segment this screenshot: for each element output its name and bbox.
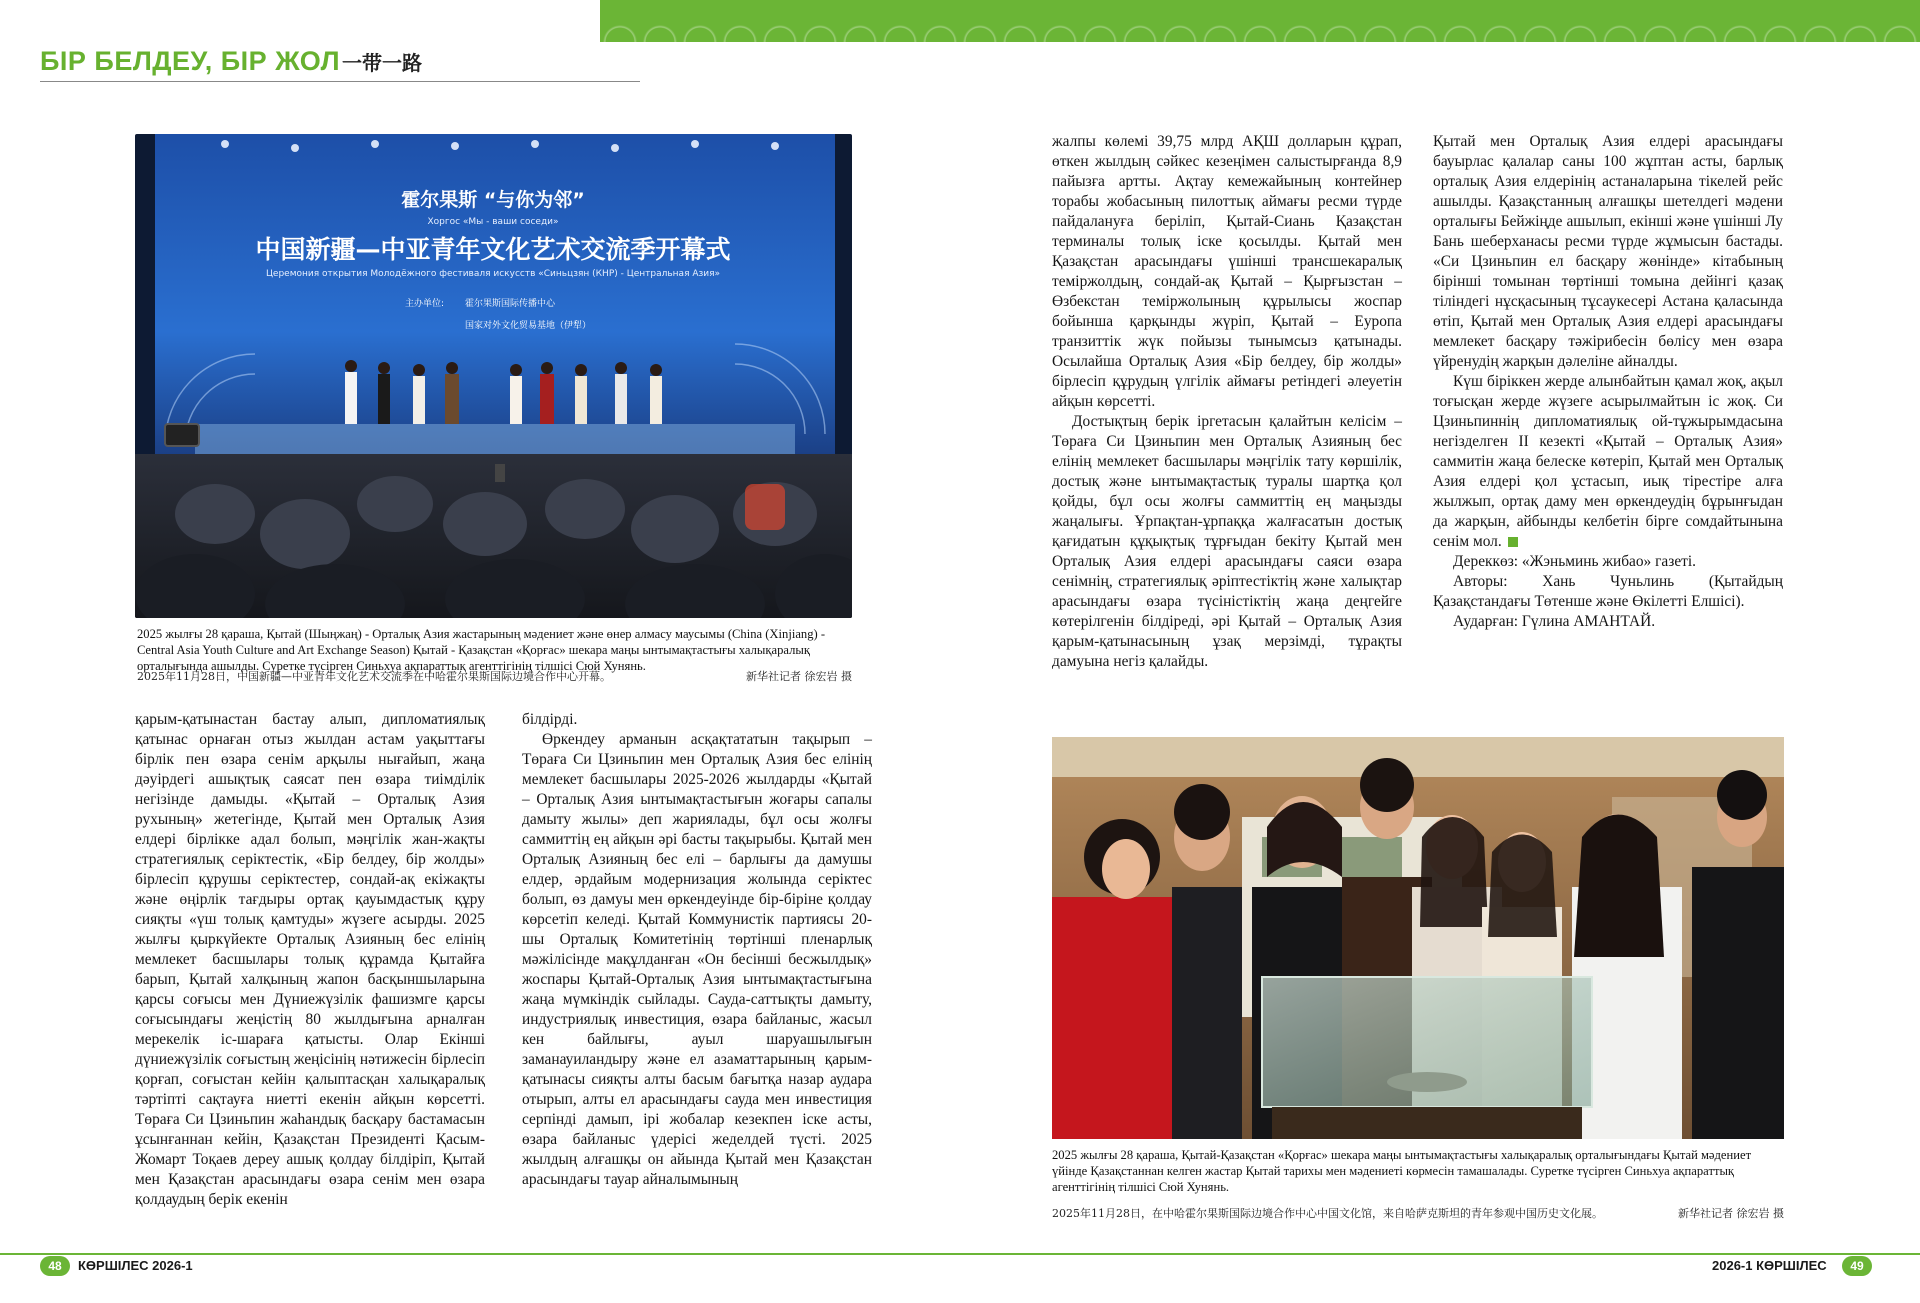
photo1-caption [137, 626, 850, 674]
column-top-middle [1052, 132, 1402, 672]
screen-cn-main: 中国新疆—中亚青年文化艺术交流季开幕式 [255, 235, 731, 264]
photo2-caption-kz: 2025 жылғы 28 қараша, Қытай-Қазақстан «Қорғас» шекара маңы ынтымақтастығы халықаралық орталығындағы Қытай мәдениет үйінде Қазақстаннан келген жастар Қытай тарихы мен мәдениеті көрмесін тамашалады. Суретке түсірген Синьхуа ақпараттық агенттігінің тілшісі Сюй Хунянь. [1052, 1148, 1752, 1194]
page-number-right: 49 [1842, 1256, 1872, 1276]
paragraph: жалпы көлемі 39,75 млрд АҚШ долларын құрап, өткен жылдың сәйкес кезеңімен салыстырғанда 8,9 пайызға артты. Ақтау кемежайының контейнер торабы жобасының пилоттық аймағы ресми түрде пайдалануға беріліп, Қытай-Сиань Қазақстан терминалы толық іске қосылды. Қытай мен Қазақстан арасындағы үшінші трансшекаралық теміржолдың, сондай-ақ Қытай – Қырғызстан – Өзбекстан теміржолының құрылысы жоспар бойынша қарқынды жүріп, Қытай – Еуропа транзиттік жүк пойызы тынымсыз қатынады. Осылайша Орталық Азия «Бір белдеу, бір жолды» бірлесіп құрудың үлгілік аймағы ретіндегі әлеуетін айқын көрсетті. [1052, 133, 1402, 410]
screen-cn-small: 霍尔果斯 “与你为邻” [401, 189, 585, 211]
photo1-caption-cn: 2025年11月28日，中国新疆—中亚青年文化艺术交流季在中哈霍尔果斯国际边境合作中心开幕。 [137, 670, 611, 683]
photo1-caption-kz: 2025 жылғы 28 қараша, Қытай (Шыңжаң) - Орталық Азия жастарының мәдениет және өнер алмасу маусымы (China (Xinjiang) - Central Asia Youth Culture and Art Exchange Season) Қытай - Қазақстан «Қорғас» шекара маңы ынтымақтастығы халықаралық орталығында ашылды. Суретке түсірген Синьхуа ақпараттық агенттігінің тілшісі Сюй Хунянь. [137, 627, 826, 673]
photo2-caption [1052, 1147, 1784, 1195]
header-wave-pattern [600, 0, 1920, 42]
paragraph [1433, 372, 1783, 552]
photo-opening-ceremony [135, 134, 852, 618]
section-heading [40, 40, 422, 82]
column-bottom-middle [522, 710, 872, 1190]
screen-org-label: 主办单位: [405, 299, 445, 309]
paragraph: Достықтың берік іргетасын қалайтын келісім – Төраға Си Цзиньпин мен Орталық Азияның бес елінің мемлекет басшылары мәңгілік тату көршілік, достық және ынтымақтастық туралы шартқа қол қойды, бұл осы жолғы саммиттің ең маңызды жаңалығы. Ұрпақтан-ұрпаққа жалғасатын достық қағидатын құқықтық тұрғыдан бекіту Қытай мен Орталық Азия елдері арасындағы саяси өзара сенімнің, стратегиялық әріптестіктің және халықтар арасындағы өзара түсіністіктің жаңа деңгейге көтерілгенін білдіреді, әрі Қытай – Орталық Азия қарым-қатынасының ұзақ мерзімді, тұрақты дамуына негіз қалайды. [1052, 413, 1402, 670]
translator-credit: Аударған: Гүлина АМАНТАЙ. [1453, 613, 1656, 630]
section-title-cn: 一带一路 [342, 50, 423, 75]
screen-ru-small: Хоргос «Мы - ваши соседи» [427, 217, 559, 227]
footer-rule [0, 1253, 1920, 1255]
footer-magazine-left: КӨРШІЛЕС 2026-1 [78, 1258, 193, 1273]
screen-ru-main: Церемония открытия Молодёжного фестиваля искусств «Синьцзян (КНР) - Центральная Азия» [265, 269, 721, 279]
author-credit: Авторы: Хань Чуньлинь (Қытайдың Қазақстандағы Төтенше және Өкілетті Елшісі). [1433, 573, 1783, 610]
photo1-caption-credit: 新华社记者 徐宏岩 摄 [746, 670, 852, 683]
paragraph: қарым-қатынастан бастау алып, дипломатиялық қатынас орнаған отыз жылдан астам уақыттағы бірлік пен өзара сенім арқылы нығайып, жаңа дәуірдегі ашықтық саясат пен өзара тиімділік негізінде дамыды. «Қытай – Орталық Азия рухының» жетегінде, Қытай мен Орталық Азия елдері бірлікке адал болып, мәңгілік жан-жақты стратегиялық серіктестік, «Бір белдеу, бір жолды» бірлесіп құрушы серіктестер, сондай-ақ екіжақты және өңірлік тағдыры ортақ қауымдастық құру сияқты «үш толық қамтуды» жүзеге асырды. 2025 жылғы қыркүйекте Орталық Азияның бес елінің мемлекет басшылары толық құрамда Қытайға барып, Қытай халқының жапон басқыншыларына қарсы соғысы мен Дүниежүзілік фашизмге қарсы соғысындағы жеңістің 80 жылдығына арналған мерекелік іс-шараға қатысты. Олар Екінші дүниежүзілік соғыстың жеңісінің нәтижесін бірлесіп қорғап, соғыстан кейін қалыптасқан халықаралық тәртіпті сақтауға ниетті екенін айқын көрсетті. Төраға Си Цзиньпин жаһандық басқару бастамасын ұсынғаннан кейін, Қазақстан Президенті Қасым-Жомарт Тоқаев дереу ашық қолдау білдіріп, Қытай мен Қазақстан арасындағы өзара сенім мен өзара қолдаудың берік екенін [135, 711, 485, 1208]
section-title-kz: БІР БЕЛДЕУ, БІР ЖОЛ [40, 45, 341, 76]
photo2-caption-cn: 2025年11月28日，在中哈霍尔果斯国际边境合作中心中国文化馆，来自哈萨克斯坦的青年参观中国历史文化展。 [1052, 1207, 1603, 1220]
closing-paragraph-text: Күш біріккен жерде алынбайтын қамал жоқ, ақыл тоғысқан жерде жүзеге асырылмайтын іс жоқ. Си Цзиньпиннің дипломатиялық ой-тұжырымдасына негізделген ІІ кезекті «Қытай – Орталық Азия» саммитін жаңа белеске көтеріп, Қытай мен Орталық Азия елдері қол ұстасып, иық тірестіре алға жылжып, ортақ даму мен өркендеудің бұрынғыдан да жарқын, айбынды келбетін бірге сомдайтынына сенім мол. [1433, 373, 1783, 550]
photo2-caption-credit: 新华社记者 徐宏岩 摄 [1678, 1207, 1784, 1220]
column-bottom-left [135, 710, 485, 1210]
screen-org2: 国家对外文化贸易基地（伊犁） [465, 321, 592, 331]
source-credit: Дереккөз: «Жэньминь жибао» газеті. [1453, 553, 1696, 570]
paragraph: Өркендеу арманын асқақтататын тақырып – Төраға Си Цзиньпин мен Орталық Азия бес елінің мемлекет басшылары 2025-2026 жылдарды «Қытай – Орталық Азия ынтымақтастығын жоғары сапалы дамыту жылы» деп жариялады, бұл осы жолғы саммиттің ең айқын әрі басты тақырыбы. Қытай мен Орталық Азияның бес елі – барлығы да дамушы елдер, әрдайым модернизация жолында серіктес болып, өз дамуы мен өркендеуінде бір-біріне қолдау көрсетіп келеді. Қытай Коммунистік партиясы 20-шы Орталық Комитетінің төртінші пленарлық мәжілісінде мақұлданған «Он бесінші бесжылдық» жоспары Қытай-Орталық Азия ынтымақтастығына жаңа мүмкіндік сыйлады. Сауда-саттықты дамыту, индустриялық инвестиция, өзара байланыс, жасыл кен байлығы, ауыл шаруашылығын заманауиландыру және ел азаматтарының қарым-қатынасы сияқты алты басым бағытқа назар аудара отырып, алты ел арасындағы сауда мен инвестиция серпінді дамып, ірі жобалар кезекпен іске асты, өзара байланыс үдерісі жеделдей түсті. 2025 жылдың алғашқы он айында Қытай мен Қазақстан арасындағы тауар айналымының [522, 731, 872, 1188]
heading-rule [40, 81, 640, 82]
screen-org1: 霍尔果斯国际传播中心 [465, 299, 556, 309]
footer-magazine-right: 2026-1 КӨРШІЛЕС [1712, 1258, 1827, 1273]
paragraph: Қытай мен Орталық Азия елдері арасындағы бауырлас қалалар саны 100 жұптан асты, барлық орталық Азия елдерінің астаналарына тікелей рейс ашылды. Қазақстанның алғашқы шетелдегі мәдени орталығы Бейжіңде ашылып, екінші және үшінші Лу Бань шеберханасы ресми түрде жұмысын бастады. «Си Цзиньпин ел басқару жөнінде» кітабының бірінші томынан төртінші томына дейінгі қазақ тіліндегі нұсқасының тұсаукесері Астана қаласында өтіп, Қытай мен Орталық Азия елдері арасындағы мемлекет басқару тәжірибесін бөлісу мен өзара үйренудің жарқын дәлеліне айналды. [1433, 133, 1783, 370]
end-mark-icon [1508, 537, 1518, 547]
page-number-left: 48 [40, 1256, 70, 1276]
column-top-right [1433, 132, 1783, 632]
paragraph: білдірді. [522, 711, 578, 728]
photo-exhibition-visit [1052, 737, 1784, 1139]
